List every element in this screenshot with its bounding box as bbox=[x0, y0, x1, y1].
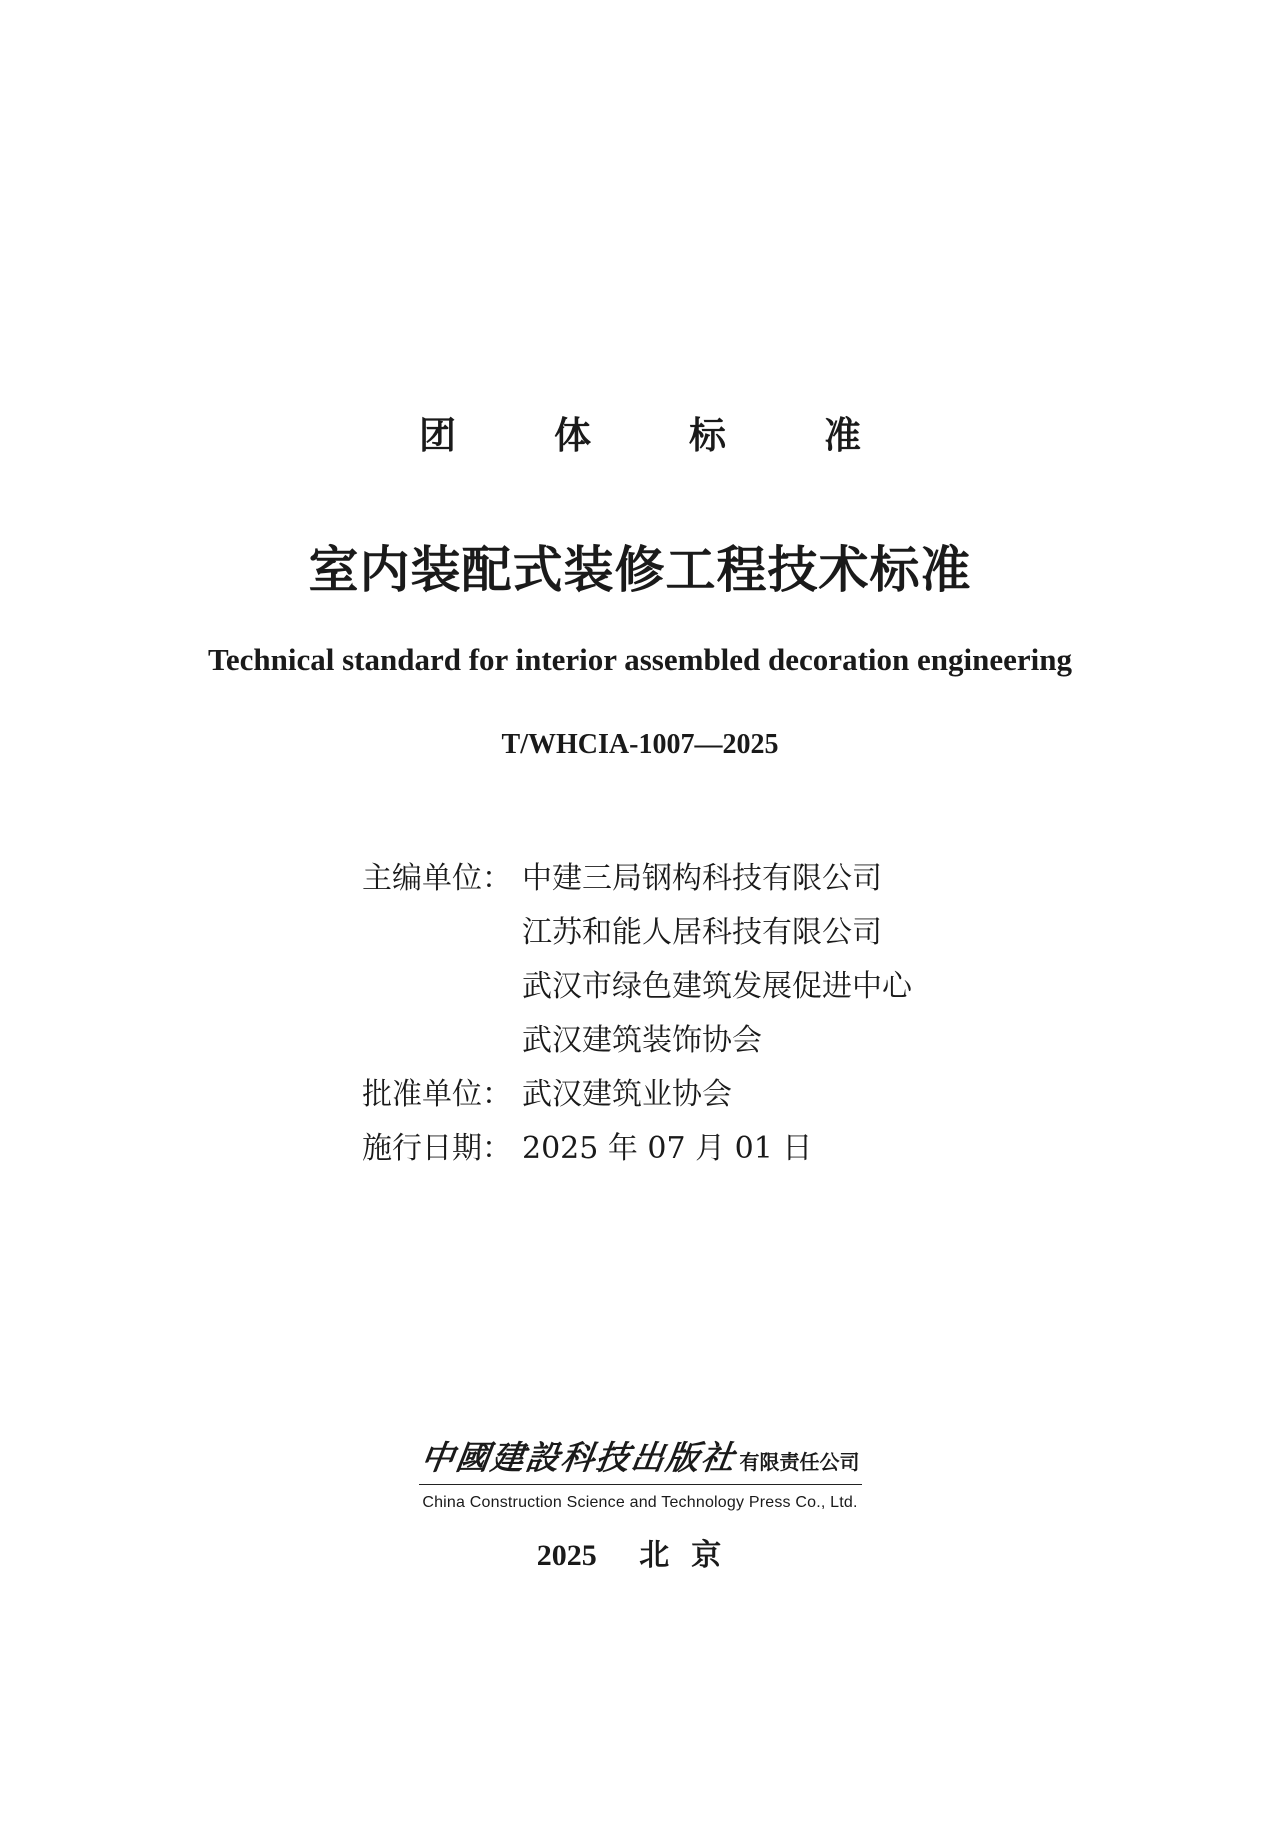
chief-editor-unit: 江苏和能人居科技有限公司 bbox=[522, 915, 882, 950]
imprint-year: 2025 bbox=[536, 1539, 597, 1572]
imprint-line bbox=[0, 1536, 1280, 1576]
effective-date-value: 2025 年 07 月 01 日 bbox=[522, 1131, 813, 1166]
publisher-name-line bbox=[419, 1438, 862, 1485]
chief-editor-row bbox=[362, 852, 912, 1068]
publisher-name-suffix: 有限责任公司 bbox=[739, 1450, 860, 1474]
info-block bbox=[362, 852, 912, 1176]
chief-editor-unit: 武汉市绿色建筑发展促进中心 bbox=[522, 969, 912, 1004]
imprint-city: 北京 bbox=[639, 1538, 744, 1573]
effective-date-row bbox=[362, 1122, 912, 1176]
title-english: Technical standard for interior assembled decoration engineering bbox=[208, 642, 1072, 677]
title-chinese: 室内装配式装修工程技术标准 bbox=[308, 540, 972, 599]
chief-editor-unit: 中建三局钢构科技有限公司 bbox=[522, 861, 882, 896]
approval-label: 批准单位： bbox=[362, 1077, 512, 1112]
publisher-calligraphy-name: 中國建設科技出版社 bbox=[417, 1438, 739, 1477]
approval-row bbox=[362, 1068, 912, 1122]
approval-unit: 武汉建筑业协会 bbox=[522, 1077, 732, 1112]
publisher-logo bbox=[0, 1438, 1280, 1515]
standard-category: 团体标准 bbox=[419, 414, 959, 457]
effective-date-label: 施行日期： bbox=[362, 1131, 512, 1166]
standard-code: T/WHCIA-1007—2025 bbox=[501, 729, 779, 760]
chief-editor-unit: 武汉建筑装饰协会 bbox=[522, 1023, 762, 1058]
chief-editor-label: 主编单位： bbox=[362, 861, 512, 896]
publisher-english-name: China Construction Science and Technology Press Co., Ltd. bbox=[422, 1494, 858, 1511]
chief-editor-units bbox=[522, 852, 912, 1068]
